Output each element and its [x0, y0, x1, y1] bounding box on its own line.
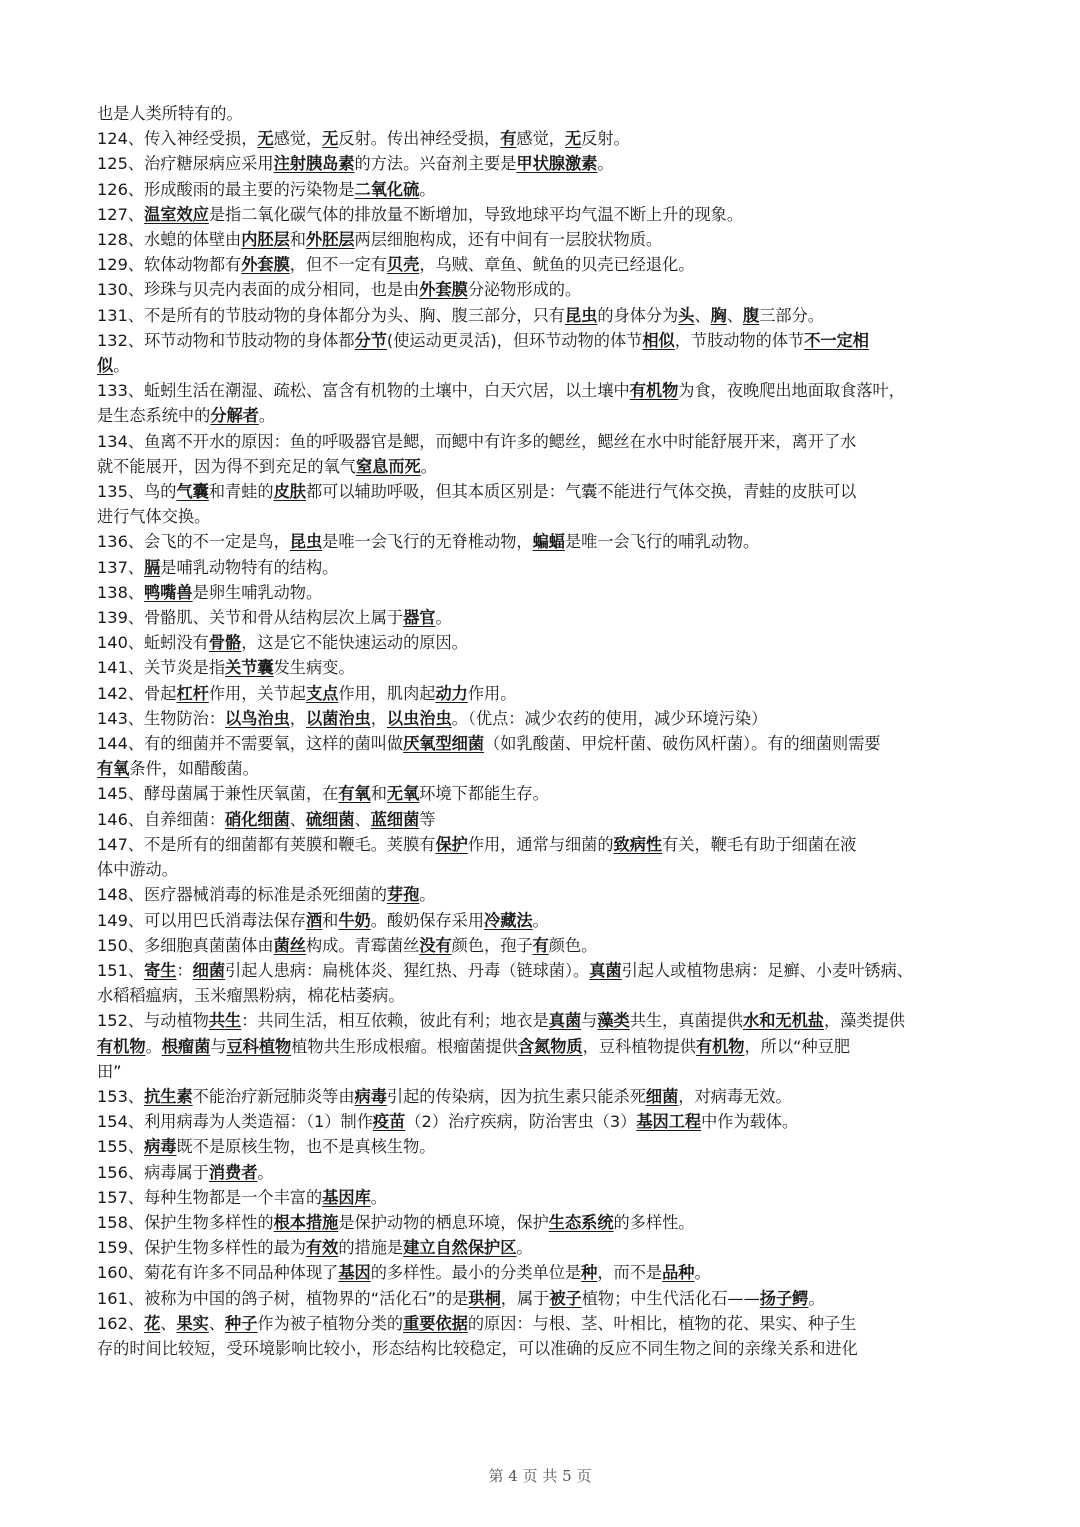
text-run: 157、每种生物都是一个丰富的 [97, 1187, 323, 1207]
text-line [97, 252, 989, 277]
text-run: 感觉， [516, 129, 565, 149]
text-run: 两层细胞构成，还有中间有一层胶状物质。 [354, 230, 663, 250]
text-run: 、 [160, 1313, 177, 1333]
key-term: 无 [322, 129, 339, 149]
key-term: 疫苗 [372, 1112, 406, 1132]
text-run: 构成。青霉菌丝 [305, 935, 420, 955]
text-run: ：共同生活，相互依赖，彼此有利；地衣是 [241, 1011, 549, 1031]
text-run: 作为被子植物分类的 [257, 1313, 404, 1333]
key-term: 关节囊 [225, 658, 274, 678]
key-term: 无 [257, 129, 274, 149]
text-run: ， [370, 708, 387, 728]
text-run: 有关，鞭毛有助于细菌在液 [662, 834, 857, 854]
key-term: 头 [678, 305, 695, 325]
text-line [97, 1034, 989, 1059]
text-run: 。（优点：减少农药的使用，减少环境污染） [451, 708, 768, 728]
key-term: 基因库 [322, 1187, 371, 1207]
text-line [97, 1109, 989, 1134]
text-run: 146、自养细菌： [97, 809, 226, 829]
key-term: 硫细菌 [305, 809, 355, 829]
text-run: 129、软体动物都有 [97, 255, 242, 275]
text-run: 。 [435, 608, 452, 628]
text-run: 和 [289, 230, 306, 250]
text-run: 143、生物防治： [97, 708, 226, 728]
key-term: 胸 [710, 305, 727, 325]
text-run: 、 [694, 305, 711, 325]
text-run: 155、 [97, 1137, 145, 1157]
text-run: 。 [420, 456, 437, 476]
text-run: 136、会飞的不一定是鸟， [97, 532, 290, 552]
key-term: 蓝细菌 [370, 809, 420, 829]
key-term: 致病性 [613, 834, 663, 854]
text-line [97, 303, 989, 328]
key-term: 以虫治虫 [386, 708, 452, 728]
text-line [97, 681, 989, 706]
text-run: 是保护动物的栖息环境，保护 [338, 1212, 549, 1232]
text-run: 作用。 [467, 683, 517, 703]
text-run: 环境下都能生存。 [419, 784, 549, 804]
text-run: 。 [145, 1036, 162, 1056]
text-line [97, 731, 989, 756]
text-run: 进行气体交换。 [97, 507, 211, 527]
text-run: 。酸奶保存采用 [370, 910, 485, 930]
key-term: 动力 [435, 683, 468, 703]
text-line [97, 781, 989, 806]
key-term: 似 [97, 356, 114, 376]
text-line [97, 1160, 989, 1185]
key-term: 支点 [305, 683, 339, 703]
text-run: 发生病变。 [273, 658, 355, 678]
text-run: 与 [581, 1011, 598, 1031]
text-run: 也是人类所特有的。 [97, 104, 243, 123]
key-term: 器官 [403, 608, 436, 628]
text-run: 147、不是所有的细菌都有荚膜和鞭毛。荚膜有 [97, 834, 436, 854]
key-term: 寄生 [144, 960, 177, 980]
text-line [97, 429, 989, 454]
text-run: 和 [370, 784, 387, 804]
key-term: 有 [500, 129, 517, 149]
text-line [97, 1336, 989, 1361]
key-term: 病毒 [144, 1137, 177, 1157]
key-term: 抗生素 [144, 1086, 193, 1106]
text-run: 。 [532, 910, 549, 930]
key-term: 含氮物质 [517, 1036, 583, 1056]
text-run: 152、与动植物 [97, 1011, 209, 1031]
text-run: 三部分。 [759, 305, 824, 325]
key-term: 厌氧型细菌 [403, 734, 485, 754]
text-line [97, 655, 989, 680]
text-run: 148、医疗器械消毒的标准是杀死细菌的 [97, 885, 387, 905]
key-term: 基因工程 [636, 1112, 702, 1132]
footer-middle: 页 共 [522, 1467, 558, 1485]
text-run: 126、形成酸雨的最主要的污染物是 [97, 179, 355, 199]
text-run: 不能治疗新冠肺炎等由 [192, 1086, 355, 1106]
text-run: 153、 [97, 1086, 145, 1106]
key-term: 有机物 [97, 1036, 146, 1056]
key-term: 相似 [642, 330, 675, 350]
text-run: 是唯一会飞行的无脊椎动物， [322, 532, 533, 552]
key-term: 有 [532, 935, 549, 955]
text-run: ，所以“种豆肥 [744, 1036, 851, 1056]
key-term: 有氧 [97, 759, 130, 779]
text-line [97, 277, 989, 302]
text-run: 引起人患病：扁桃体炎、猩红热、丹毒（链球菌）。 [225, 960, 590, 980]
text-line [97, 908, 989, 933]
key-term: 重要依据 [403, 1313, 468, 1333]
text-line [97, 580, 989, 605]
text-run: 138、 [97, 582, 145, 602]
text-run: 反射。传出神经受损， [338, 129, 501, 149]
text-run: ，乌贼、章鱼、鱿鱼的贝壳已经退化。 [419, 255, 695, 275]
text-run: 等 [419, 809, 436, 829]
text-line [97, 933, 989, 958]
key-term: 真菌 [589, 960, 622, 980]
text-run: 的多样性。 [613, 1212, 695, 1232]
text-run: 体中游动。 [97, 860, 178, 880]
text-line [97, 504, 989, 529]
text-run: 142、骨起 [97, 683, 177, 703]
key-term: 根本措施 [273, 1212, 339, 1232]
key-term: 牛奶 [338, 910, 371, 930]
text-line [97, 857, 989, 882]
text-run: 144、有的细菌并不需要氧，这样的菌叫做 [97, 734, 404, 754]
text-line [97, 1235, 989, 1260]
text-run: 、 [289, 809, 306, 829]
text-run: 、 [726, 305, 744, 325]
text-run: 135、鸟的 [97, 482, 177, 502]
key-term: 没有 [419, 935, 452, 955]
key-term: 酒 [305, 910, 323, 930]
text-line [97, 983, 989, 1008]
text-line [97, 605, 989, 630]
text-run: 161、被称为中国的鸽子树，植物界的“活化石”的是 [97, 1288, 469, 1308]
text-run: 。 [113, 356, 130, 376]
text-run: 是卵生哺乳动物。 [192, 582, 323, 602]
key-term: 根瘤菌 [161, 1036, 211, 1056]
key-term: 真菌 [548, 1011, 582, 1031]
key-term: 花 [144, 1313, 161, 1333]
text-run: 127、 [97, 204, 145, 224]
page-footer [0, 1465, 1080, 1486]
key-term: 膈 [144, 557, 161, 577]
text-run: 150、多细胞真菌菌体由 [97, 935, 274, 955]
text-line [97, 202, 989, 227]
text-run: 条件，如醋酸菌。 [129, 759, 259, 779]
text-line [97, 1185, 989, 1210]
text-run: 154、利用病毒为人类造福：（1）制作 [97, 1112, 373, 1132]
footer-suffix: 页 [576, 1467, 592, 1485]
key-term: 昆虫 [289, 532, 323, 552]
text-run: 是生态系统中的 [97, 406, 211, 426]
text-line [97, 958, 989, 983]
key-term: 有机物 [695, 1036, 745, 1056]
key-term: 菌丝 [273, 935, 306, 955]
text-run: 作用，肌肉起 [338, 683, 436, 703]
text-run: 145、酵母菌属于兼性厌氧菌，在 [97, 784, 339, 804]
text-line [97, 378, 989, 403]
key-term: 有氧 [338, 784, 371, 804]
text-run: ，对病毒无效。 [678, 1086, 792, 1106]
key-term: 外胚层 [305, 230, 355, 250]
text-run: 。 [257, 1162, 274, 1182]
key-term: 鸭嘴兽 [144, 582, 193, 602]
text-run: 。 [808, 1288, 825, 1308]
text-run: 反射。 [581, 129, 630, 149]
text-run: 。 [597, 154, 614, 174]
key-term: 不一定相 [804, 330, 869, 350]
text-run: 。 [516, 1238, 533, 1258]
footer-prefix: 第 [488, 1467, 504, 1485]
text-line [97, 328, 989, 353]
key-term: 冷藏法 [484, 910, 533, 930]
text-line [97, 353, 989, 378]
key-term: 外套膜 [241, 255, 290, 275]
key-term: 腹 [743, 305, 760, 325]
text-line [97, 1134, 989, 1159]
text-run: 作用，关节起 [208, 683, 306, 703]
text-line [97, 529, 989, 554]
key-term: 无 [564, 129, 582, 149]
text-run: 162、 [97, 1313, 145, 1333]
text-run: 132、环节动物和节肢动物的身体都 [97, 330, 355, 350]
text-run: 、 [208, 1313, 226, 1333]
text-line [97, 403, 989, 428]
text-line [97, 832, 989, 857]
key-term: 有效 [305, 1238, 339, 1258]
text-line [97, 227, 989, 252]
key-term: 种子 [225, 1313, 258, 1333]
key-term: 珙桐 [468, 1288, 501, 1308]
text-run: 的措施是 [338, 1238, 404, 1258]
key-term: 被子 [549, 1288, 582, 1308]
text-run: ： [176, 960, 193, 980]
key-term: 贝壳 [386, 255, 420, 275]
text-run: 的多样性。最小的分类单位是 [370, 1263, 582, 1283]
text-run: 158、保护生物多样性的 [97, 1212, 274, 1232]
text-run: 156、病毒属于 [97, 1162, 209, 1182]
key-term: 气囊 [176, 482, 209, 502]
text-line [97, 126, 989, 151]
text-run: 。 [258, 406, 276, 426]
text-run: 124、传入神经受损， [97, 129, 258, 149]
text-run: 和青蛙的 [208, 482, 274, 502]
text-run: ，这是它不能快速运动的原因。 [241, 633, 468, 653]
text-run: （2）治疗疾病，防治害虫（3） [405, 1112, 637, 1132]
text-line [97, 882, 989, 907]
text-run: 颜色。 [548, 935, 598, 955]
key-term: 扬子鳄 [759, 1288, 809, 1308]
key-term: 芽孢 [386, 885, 420, 905]
text-line [97, 1311, 989, 1336]
text-line [97, 1260, 989, 1285]
text-run: 125、治疗糖尿病应采用 [97, 154, 274, 174]
text-run: 中作为载体。 [701, 1112, 799, 1132]
text-line [97, 706, 989, 731]
text-run: 131、不是所有的节肢动物的身体都分为头、胸、腹三部分，只有 [97, 305, 565, 325]
text-line [97, 630, 989, 655]
key-term: 以菌治虫 [305, 708, 371, 728]
text-run: 。 [694, 1263, 711, 1283]
key-term: 有机物 [629, 381, 679, 401]
text-run: ，而不是 [597, 1263, 663, 1283]
key-term: 骨骼 [208, 633, 242, 653]
key-term: 内胚层 [241, 230, 290, 250]
text-line [97, 1210, 989, 1235]
text-run: 的身体分为 [597, 305, 679, 325]
key-term: 分节 [354, 330, 387, 350]
document-body [97, 101, 989, 1361]
key-term: 蝙蝠 [532, 532, 565, 552]
text-run: 引起人或植物患病：足癣、小麦叶锈病、 [621, 960, 913, 980]
text-run: 植物；中生代活化石—— [581, 1288, 760, 1308]
text-run: 分泌物形成的。 [467, 280, 582, 300]
key-term: 保护 [435, 834, 468, 854]
key-term: 分解者 [210, 406, 259, 426]
text-run: 134、鱼离不开水的原因：鱼的呼吸器官是鳃，而鳃中有许多的鳃丝，鳃丝在水中时能舒展开来，离开了水 [97, 431, 857, 451]
key-term: 豆科植物 [226, 1036, 292, 1056]
key-term: 硝化细菌 [225, 809, 290, 829]
text-run: 与 [210, 1036, 227, 1056]
text-run: 141、关节炎是指 [97, 658, 226, 678]
key-term: 藻类 [597, 1011, 630, 1031]
text-run: 160、菊花有许多不同品种体现了 [97, 1263, 339, 1283]
key-term: 共生 [208, 1011, 242, 1031]
key-term: 基因 [338, 1263, 371, 1283]
text-run: 颜色，孢子 [451, 935, 533, 955]
text-run: 就不能展开，因为得不到充足的氧气 [97, 456, 356, 476]
text-run: 140、蚯蚓没有 [97, 633, 209, 653]
text-run: 。 [419, 179, 436, 199]
key-term: 杠杆 [176, 683, 209, 703]
text-line [97, 756, 989, 781]
footer-page-number: 4 [508, 1467, 518, 1485]
text-run: （如乳酸菌、甲烷杆菌、破伤风杆菌）。有的细菌则需要 [484, 734, 881, 754]
key-term: 无氧 [386, 784, 420, 804]
key-term: 以鸟治虫 [225, 708, 290, 728]
text-line [97, 555, 989, 580]
text-line [97, 1059, 989, 1084]
text-run: 151、 [97, 960, 145, 980]
text-line [97, 1084, 989, 1109]
key-term: 生态系统 [548, 1212, 614, 1232]
key-term: 昆虫 [564, 305, 598, 325]
text-run: ，豆科植物提供 [582, 1036, 696, 1056]
key-term: 窒息而死 [356, 456, 421, 476]
text-run: 和 [322, 910, 339, 930]
text-run: 是哺乳动物特有的结构。 [160, 557, 339, 577]
key-term: 细菌 [192, 960, 226, 980]
key-term: 病毒 [354, 1086, 387, 1106]
footer-total-pages: 5 [562, 1467, 572, 1485]
text-line [97, 1286, 989, 1311]
text-run: ，藻类提供 [823, 1011, 905, 1031]
text-run: ，但不一定有 [289, 255, 387, 275]
text-line [97, 151, 989, 176]
text-run: 为食，夜晚爬出地面取食落叶， [678, 381, 905, 401]
key-term: 建立自然保护区 [403, 1238, 517, 1258]
text-line [97, 479, 989, 504]
text-run: 的原因：与根、茎、叶相比，植物的花、果实、种子生 [467, 1313, 857, 1333]
key-term: 温室效应 [144, 204, 209, 224]
text-run: 引起的传染病，因为抗生素只能杀死 [386, 1086, 646, 1106]
text-line [97, 454, 989, 479]
key-term: 注射胰岛素 [273, 154, 355, 174]
text-run: 133、蚯蚓生活在潮湿、疏松、富含有机物的土壤中，白天穴居，以土壤中 [97, 381, 630, 401]
text-run: 137、 [97, 557, 145, 577]
text-run: 130、珍珠与贝壳内表面的成分相同，也是由 [97, 280, 420, 300]
text-run: 既不是原核生物，也不是真核生物。 [176, 1137, 436, 1157]
key-term: 甲状腺激素 [516, 154, 598, 174]
text-run: 149、可以用巴氏消毒法保存 [97, 910, 306, 930]
text-run: 共生，真菌提供 [629, 1011, 744, 1031]
text-run: 。 [419, 885, 436, 905]
text-line [97, 177, 989, 202]
text-run: ，属于 [500, 1288, 550, 1308]
text-run: 159、保护生物多样性的最为 [97, 1238, 306, 1258]
text-run: 植物共生形成根瘤。根瘤菌提供 [291, 1036, 518, 1056]
text-line [97, 807, 989, 832]
text-run: 田” [97, 1061, 122, 1081]
key-term: 外套膜 [419, 280, 468, 300]
key-term: 皮肤 [273, 482, 306, 502]
text-run: ，节肢动物的体节 [674, 330, 805, 350]
key-term: 消费者 [208, 1162, 258, 1182]
text-line [97, 1008, 989, 1033]
text-run: 。 [370, 1187, 387, 1207]
text-run: ， [289, 708, 306, 728]
key-term: 种 [581, 1263, 598, 1283]
text-run: 139、骨骼肌、关节和骨从结构层次上属于 [97, 608, 404, 628]
text-run: 是指二氧化碳气体的排放量不断增加，导致地球平均气温不断上升的现象。 [208, 204, 744, 224]
text-run: 是唯一会飞行的哺乳动物。 [564, 532, 760, 552]
key-term: 水和无机盐 [743, 1011, 824, 1031]
text-run: 128、水螅的体壁由 [97, 230, 242, 250]
text-line [97, 101, 989, 126]
text-run: 作用，通常与细菌的 [467, 834, 614, 854]
text-run: (使运动更灵活)，但环节动物的体节 [386, 330, 643, 350]
text-run: 都可以辅助呼吸，但其本质区别是：气囊不能进行气体交换，青蛙的皮肤可以 [305, 482, 857, 502]
text-run: 存的时间比较短，受环境影响比较小，形态结构比较稳定，可以准确的反应不同生物之间的亲缘关系和进化 [97, 1338, 858, 1358]
key-term: 品种 [662, 1263, 695, 1283]
text-run: 的方法。兴奋剂主要是 [354, 154, 517, 174]
key-term: 果实 [176, 1313, 209, 1333]
text-run: 、 [354, 809, 371, 829]
text-run: 感觉， [273, 129, 323, 149]
key-term: 细菌 [645, 1086, 679, 1106]
text-run: 水稻稻瘟病，玉米瘤黑粉病，棉花枯萎病。 [97, 986, 405, 1006]
key-term: 二氧化硫 [354, 179, 420, 199]
